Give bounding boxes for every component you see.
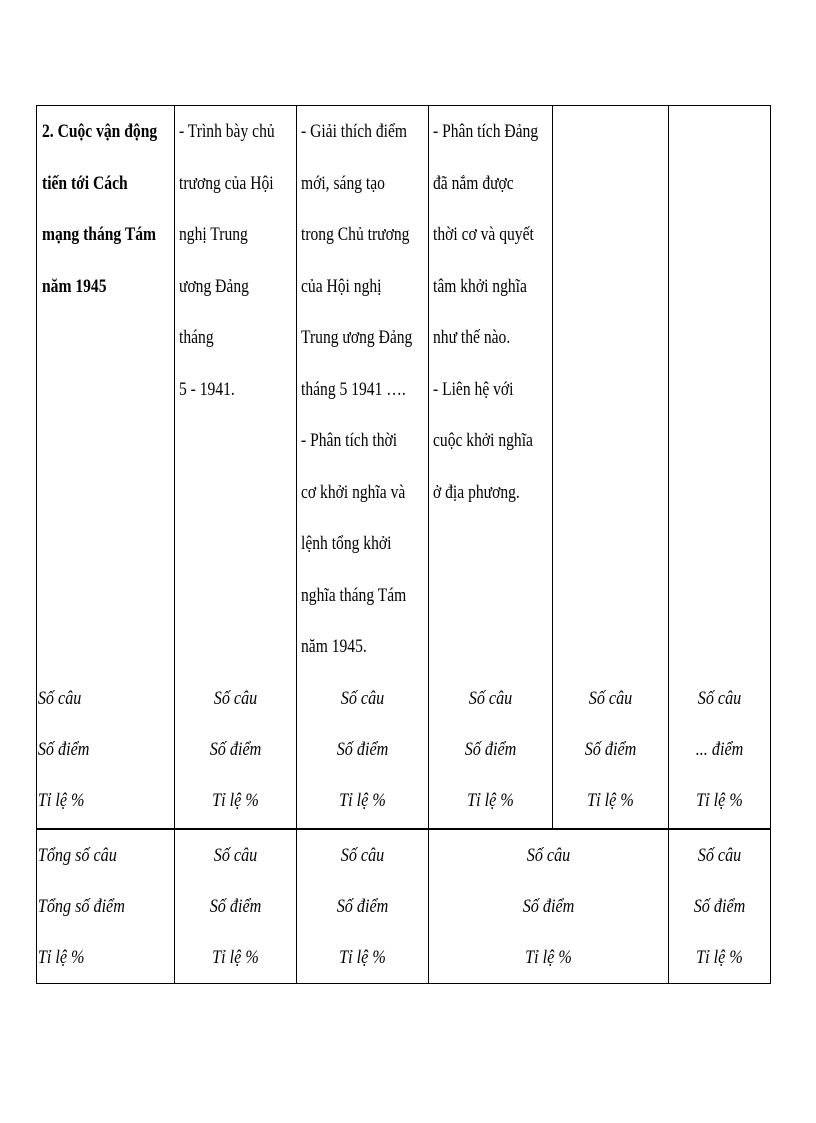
total-cell-45: Số câu Số điểm Tỉ lệ % — [429, 829, 669, 984]
topic-title: 2. Cuộc vận động tiến tới Cách mạng tháng Tám năm 1945 — [42, 121, 158, 297]
total-cell — [669, 106, 771, 673]
stats-cell-6: Số câu ... điểm Tỉ lệ % — [669, 673, 771, 829]
exam-matrix-table — [36, 105, 771, 984]
application-cell — [429, 106, 553, 673]
high-application-cell — [553, 106, 669, 673]
topic-row — [37, 106, 771, 673]
total-row — [37, 829, 771, 984]
recognition-cell — [175, 106, 297, 673]
stats-cell-4: Số câu Số điểm Tỉ lệ % — [429, 673, 553, 829]
topic-title-cell — [37, 106, 175, 673]
stats-cell-2: Số câu Số điểm Tỉ lệ % — [175, 673, 297, 829]
total-cell-1: Tổng số câu Tổng số điểm Tỉ lệ % — [37, 829, 175, 984]
understanding-text: - Giải thích điểm mới, sáng tạo trong Chủ trương của Hội nghị Trung ương Đảng tháng 5 1941 …. - Phân tích thời cơ khởi nghĩa và lệnh tổng khởi nghĩa tháng Tám năm 1945. — [301, 121, 413, 657]
stats-cell-1: Số câu Số điểm Tỉ lệ % — [37, 673, 175, 829]
application-text: - Phân tích Đảng đã nắm được thời cơ và quyết tâm khởi nghĩa như thế nào. - Liên hệ với cuộc khởi nghĩa ở địa phương. — [433, 121, 539, 503]
stats-cell-3: Số câu Số điểm Tỉ lệ % — [297, 673, 429, 829]
total-cell-2: Số câu Số điểm Tỉ lệ % — [175, 829, 297, 984]
total-cell-6: Số câu Số điểm Tỉ lệ % — [669, 829, 771, 984]
stats-cell-5: Số câu Số điểm Tỉ lệ % — [553, 673, 669, 829]
recognition-text: - Trình bày chủ trương của Hội nghị Trung ương Đảng tháng 5 - 1941. — [179, 121, 275, 400]
total-cell-3: Số câu Số điểm Tỉ lệ % — [297, 829, 429, 984]
understanding-cell — [297, 106, 429, 673]
stats-row — [37, 673, 771, 829]
